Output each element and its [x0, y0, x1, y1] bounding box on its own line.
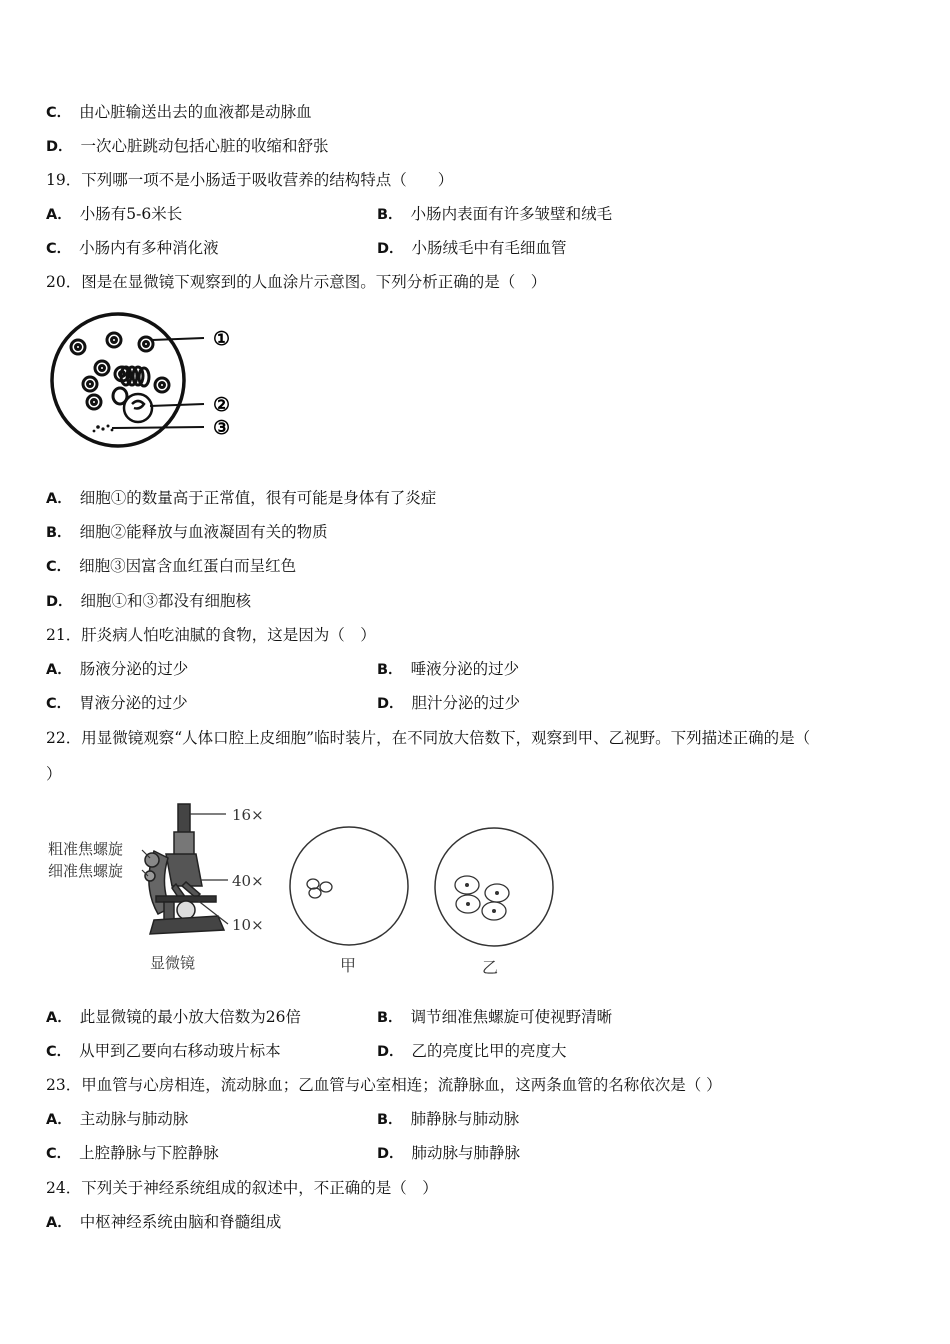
option-text: 由心脏输送出去的血液都是动脉血 — [79, 103, 312, 121]
q19-option-b — [377, 204, 612, 225]
objective-high-label: 40× — [232, 872, 264, 890]
option-text: 此显微镜的最小放大倍数为26倍 — [79, 1008, 301, 1026]
option-text: 胆汁分泌的过少 — [411, 694, 521, 712]
q21-option-a — [46, 659, 188, 680]
q20-option-c — [46, 556, 296, 577]
option-label: D． — [377, 1044, 404, 1060]
question-23-stem: 23．甲血管与心房相连，流动脉血；乙血管与心室相连；流静脉血，这两条血管的名称依次是（ ） — [46, 1076, 722, 1094]
option-label: D． — [46, 139, 73, 155]
q19-option-c — [46, 238, 219, 259]
option-text: 肺静脉与肺动脉 — [410, 1110, 520, 1128]
blood-smear-figure — [46, 302, 256, 452]
microscope-caption: 显微镜 — [150, 954, 196, 972]
platelets — [93, 425, 114, 433]
microscope-drawing — [145, 804, 224, 934]
option-text: 细胞③因富含血红蛋白而呈红色 — [79, 557, 297, 575]
option-label: A． — [46, 1112, 72, 1128]
option-text: 小肠有5-6米长 — [79, 205, 183, 223]
option-text: 细胞②能释放与血液凝固有关的物质 — [79, 523, 328, 541]
q20-option-d — [46, 591, 251, 612]
q20-option-b — [46, 522, 328, 543]
coarse-adjustment-label: 粗准焦螺旋 — [48, 840, 124, 858]
q23-option-a — [46, 1109, 188, 1130]
option-text: 乙的亮度比甲的亮度大 — [411, 1042, 567, 1060]
q21-option-c — [46, 693, 188, 714]
option-label: D． — [377, 241, 404, 257]
field-yi-caption: 乙 — [482, 958, 499, 977]
option-label: C． — [46, 559, 72, 575]
option-text: 小肠内表面有许多皱壁和绒毛 — [410, 205, 613, 223]
option-c-prev — [46, 102, 312, 123]
field-jia-caption: 甲 — [340, 956, 357, 975]
q22-option-b — [377, 1007, 612, 1028]
q19-option-a — [46, 204, 182, 225]
field-jia-cells — [307, 879, 332, 898]
option-label: A． — [46, 491, 72, 507]
option-text: 调节细准焦螺旋可使视野清晰 — [410, 1008, 613, 1026]
fine-adjustment-label: 细准焦螺旋 — [48, 862, 124, 880]
option-label: C． — [46, 1044, 72, 1060]
q21-option-d — [377, 693, 520, 714]
q22-option-d — [377, 1041, 567, 1062]
option-text: 胃液分泌的过少 — [79, 694, 188, 712]
option-text: 一次心脏跳动包括心脏的收缩和舒张 — [80, 137, 329, 155]
option-label: A． — [46, 1215, 72, 1231]
question-20-stem: 20．图是在显微镜下观察到的人血涂片示意图。下列分析正确的是（ ） — [46, 273, 547, 291]
q19-option-d — [377, 238, 567, 259]
option-text: 肺动脉与肺静脉 — [411, 1144, 521, 1162]
option-label: A． — [46, 1010, 72, 1026]
q22-option-a — [46, 1007, 301, 1028]
option-text: 肠液分泌的过少 — [79, 660, 189, 678]
option-text: 从甲到乙要向右移动玻片标本 — [79, 1042, 281, 1060]
q24-option-a — [46, 1212, 281, 1233]
q23-option-d — [377, 1143, 520, 1164]
figure-label-2: ② — [213, 394, 231, 416]
field-yi-circle — [435, 828, 553, 946]
option-label: C． — [46, 1146, 72, 1162]
option-text: 小肠内有多种消化液 — [79, 239, 219, 257]
option-text: 中枢神经系统由脑和脊髓组成 — [79, 1213, 282, 1231]
question-22-stem-end: ） — [46, 765, 62, 783]
q22-option-c — [46, 1041, 281, 1062]
option-text: 唾液分泌的过少 — [410, 660, 520, 678]
question-24-stem: 24．下列关于神经系统组成的叙述中，不正确的是（ ） — [46, 1179, 438, 1197]
option-text: 细胞①的数量高于正常值，很有可能是身体有了炎症 — [79, 489, 437, 507]
microscope-figure — [46, 796, 560, 982]
figure-label-1: ① — [213, 328, 231, 350]
option-label: B． — [46, 525, 72, 541]
question-22-stem: 22．用显微镜观察“人体口腔上皮细胞”临时装片，在不同放大倍数下，观察到甲、乙视野。下列描述正确的是（ — [46, 729, 811, 747]
option-label: A． — [46, 207, 72, 223]
option-label: D． — [377, 696, 404, 712]
option-label: B． — [377, 1010, 403, 1026]
option-label: C． — [46, 241, 72, 257]
q23-option-c — [46, 1143, 219, 1164]
q20-option-a — [46, 488, 436, 509]
option-label: D． — [46, 594, 73, 610]
option-text: 主动脉与肺动脉 — [79, 1110, 189, 1128]
option-text: 上腔静脉与下腔静脉 — [79, 1144, 219, 1162]
objective-low-label: 10× — [232, 916, 264, 934]
figure-label-3: ③ — [213, 417, 231, 439]
red-blood-cells — [71, 333, 169, 409]
question-19-stem: 19．下列哪一项不是小肠适于吸收营养的结构特点（ ） — [46, 171, 454, 189]
eyepiece-label: 16× — [232, 806, 264, 824]
option-label: D． — [377, 1146, 404, 1162]
option-label: B． — [377, 1112, 403, 1128]
question-21-stem: 21．肝炎病人怕吃油腻的食物，这是因为（ ） — [46, 626, 376, 644]
option-label: C． — [46, 105, 72, 121]
q21-option-b — [377, 659, 519, 680]
option-text: 小肠绒毛中有毛细血管 — [411, 239, 567, 257]
option-label: B． — [377, 662, 403, 678]
option-text: 细胞①和③都没有细胞核 — [80, 592, 252, 610]
option-label: B． — [377, 207, 403, 223]
field-yi-cells — [455, 876, 509, 920]
q23-option-b — [377, 1109, 519, 1130]
option-label: C． — [46, 696, 72, 712]
option-d-prev — [46, 136, 329, 157]
option-label: A． — [46, 662, 72, 678]
